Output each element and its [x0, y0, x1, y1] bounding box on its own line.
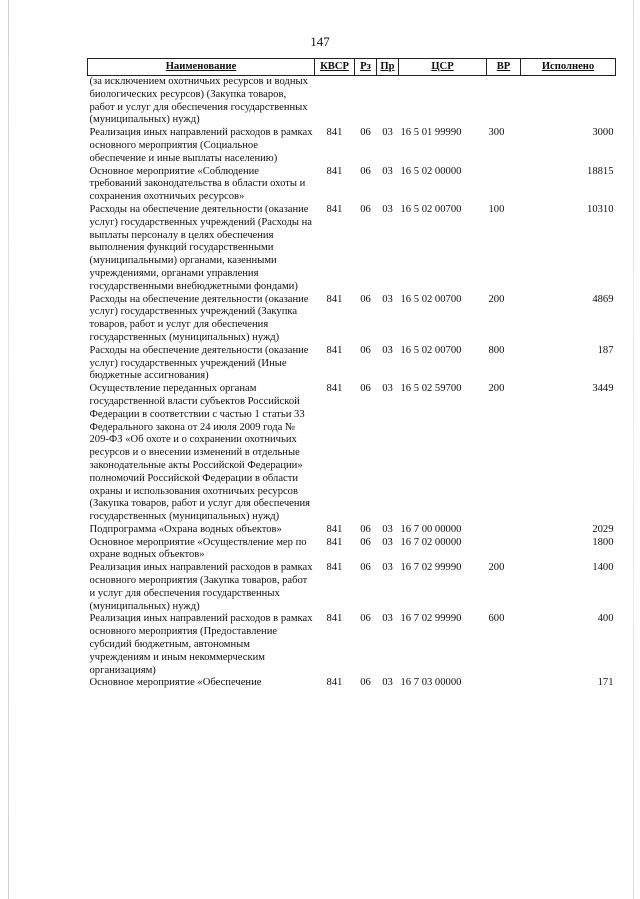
row-kvsr: 841 [326, 165, 343, 177]
row-kvsr: 841 [326, 523, 343, 535]
header-name: Наименование [88, 59, 315, 76]
row-csr: 16 5 02 00700 [400, 293, 462, 305]
row-csr: 16 5 02 00000 [400, 165, 462, 177]
row-vr: 200 [488, 562, 505, 574]
row-kvsr: 841 [326, 536, 343, 548]
row-name: Реализация иных направлений расходов в рамках основного мероприятия (Социальное обеспечение и иные выплаты населению) [89, 127, 313, 164]
row-sum: 400 [597, 613, 614, 625]
page-number: 147 [310, 34, 330, 49]
row-name: Реализация иных направлений расходов в рамках основного мероприятия (Закупка товаров, работ и услуг для обеспечения государственных (муниципальных) нужд) [89, 562, 313, 612]
table-row [88, 537, 616, 563]
header-pr: Пр [377, 59, 399, 76]
table-row [88, 677, 616, 690]
row-csr: 16 7 02 99990 [400, 613, 462, 625]
row-rz [355, 76, 377, 128]
row-vr: 600 [488, 613, 505, 625]
row-rz: 06 [360, 523, 371, 535]
scan-edge-right [633, 0, 634, 899]
row-name: Расходы на обеспечение деятельности (оказание услуг) государственных учреждений (Закупка товаров, работ и услуг для обеспечения государственных (муниципальных) нужд) [89, 293, 309, 343]
table-row [88, 204, 616, 294]
row-rz: 06 [360, 613, 371, 625]
row-name: Основное мероприятие «Соблюдение требований законодательства в области охоты и сохранения охотничьих ресурсов» [89, 165, 306, 203]
row-name: Подпрограмма «Охрана водных объектов» [89, 523, 282, 535]
row-csr: 16 5 02 00700 [400, 203, 462, 215]
row-rz: 06 [360, 127, 371, 139]
row-kvsr: 841 [326, 344, 343, 356]
row-csr: 16 5 01 99990 [400, 127, 462, 139]
row-sum: 2029 [592, 523, 614, 535]
row-csr: 16 7 02 99990 [400, 562, 462, 574]
row-pr: 03 [382, 613, 393, 625]
row-name: Расходы на обеспечение деятельности (оказание услуг) государственных учреждений (Иные бюджетные ассигнования) [89, 344, 309, 382]
row-kvsr: 841 [326, 127, 343, 139]
row-vr [487, 677, 521, 690]
row-csr [399, 76, 487, 128]
row-name: Реализация иных направлений расходов в рамках основного мероприятия (Предоставление субсидий бюджетным, автономным учреждениям и иным некоммерческим организациям) [89, 613, 313, 676]
row-sum: 10310 [587, 203, 614, 215]
row-pr: 03 [382, 127, 393, 139]
row-name: (за исключением охотничьих ресурсов и водных биологических ресурсов) (Закупка товаров, работ и услуг для обеспечения государственных (муниципальных) нужд) [89, 76, 308, 126]
table-header-row [88, 59, 616, 76]
row-kvsr: 841 [326, 677, 343, 689]
row-sum: 4869 [592, 293, 614, 305]
row-pr: 03 [382, 536, 393, 548]
row-vr [487, 166, 521, 204]
row-sum: 187 [597, 344, 614, 356]
header-kvsr: КВСР [315, 59, 355, 76]
row-csr: 16 7 03 00000 [400, 677, 462, 689]
row-kvsr: 841 [326, 562, 343, 574]
row-csr: 16 7 02 00000 [400, 536, 462, 548]
row-pr: 03 [382, 523, 393, 535]
header-sum: Исполнено [521, 59, 616, 76]
row-name: Основное мероприятие «Обеспечение [89, 677, 262, 689]
row-pr: 03 [382, 203, 393, 215]
table-row [88, 383, 616, 524]
table-row [88, 345, 616, 383]
row-pr: 03 [382, 344, 393, 356]
row-pr: 03 [382, 677, 393, 689]
row-rz: 06 [360, 383, 371, 395]
row-pr [377, 76, 399, 128]
row-pr: 03 [382, 165, 393, 177]
row-rz: 06 [360, 677, 371, 689]
row-csr: 16 7 00 00000 [400, 523, 462, 535]
row-kvsr: 841 [326, 383, 343, 395]
header-csr: ЦСР [399, 59, 487, 76]
row-vr: 100 [488, 203, 505, 215]
table-row [88, 524, 616, 537]
row-vr: 300 [488, 127, 505, 139]
row-kvsr: 841 [326, 613, 343, 625]
row-name: Расходы на обеспечение деятельности (оказание услуг) государственных учреждений (Расходы на выплаты персоналу в целях обеспечения выполнения функций государственными (муниципальными) органами, казенными учреждениями, органами управления государственными внебюджетными фондами) [89, 203, 312, 292]
row-name: Основное мероприятие «Осуществление мер по охране водных объектов» [89, 536, 307, 561]
scan-edge-left [8, 0, 9, 899]
row-kvsr [315, 76, 355, 128]
header-rz: Рз [355, 59, 377, 76]
row-sum: 171 [597, 677, 614, 689]
row-sum: 18815 [587, 165, 614, 177]
row-name: Осуществление переданных органам государственной власти субъектов Российской Федерации в соответствии с частью 1 статьи 33 Федерального закона от 24 июля 2009 года № 209-ФЗ «Об охоте и о сохранении охотничьих ресурсов и о внесении изменений в отдельные законодательные акты Российской Федерации» полномочий Российской Федерации в области охраны и использования охотничьих ресурсов (Закупка товаров, работ и услуг для обеспечения государственных (муниципальных) нужд) [89, 383, 311, 523]
row-vr: 800 [488, 344, 505, 356]
table-row [88, 166, 616, 204]
row-kvsr: 841 [326, 203, 343, 215]
budget-table [87, 58, 616, 690]
row-vr [487, 537, 521, 563]
header-vr: ВР [487, 59, 521, 76]
row-pr: 03 [382, 293, 393, 305]
row-rz: 06 [360, 293, 371, 305]
row-rz: 06 [360, 165, 371, 177]
row-vr: 200 [488, 383, 505, 395]
row-pr: 03 [382, 383, 393, 395]
row-rz: 06 [360, 562, 371, 574]
row-kvsr: 841 [326, 293, 343, 305]
table-row [88, 613, 616, 677]
row-csr: 16 5 02 00700 [400, 344, 462, 356]
row-sum: 3449 [592, 383, 614, 395]
row-rz: 06 [360, 344, 371, 356]
row-sum: 1800 [592, 536, 614, 548]
row-vr [487, 76, 521, 128]
row-sum: 1400 [592, 562, 614, 574]
table-row [88, 294, 616, 345]
row-pr: 03 [382, 562, 393, 574]
row-rz: 06 [360, 203, 371, 215]
row-csr: 16 5 02 59700 [400, 383, 462, 395]
row-sum [521, 76, 616, 128]
row-vr [487, 524, 521, 537]
row-sum: 3000 [592, 127, 614, 139]
table-row [88, 127, 616, 165]
row-vr: 200 [488, 293, 505, 305]
table-row [88, 76, 616, 128]
table-row [88, 562, 616, 613]
row-rz: 06 [360, 536, 371, 548]
